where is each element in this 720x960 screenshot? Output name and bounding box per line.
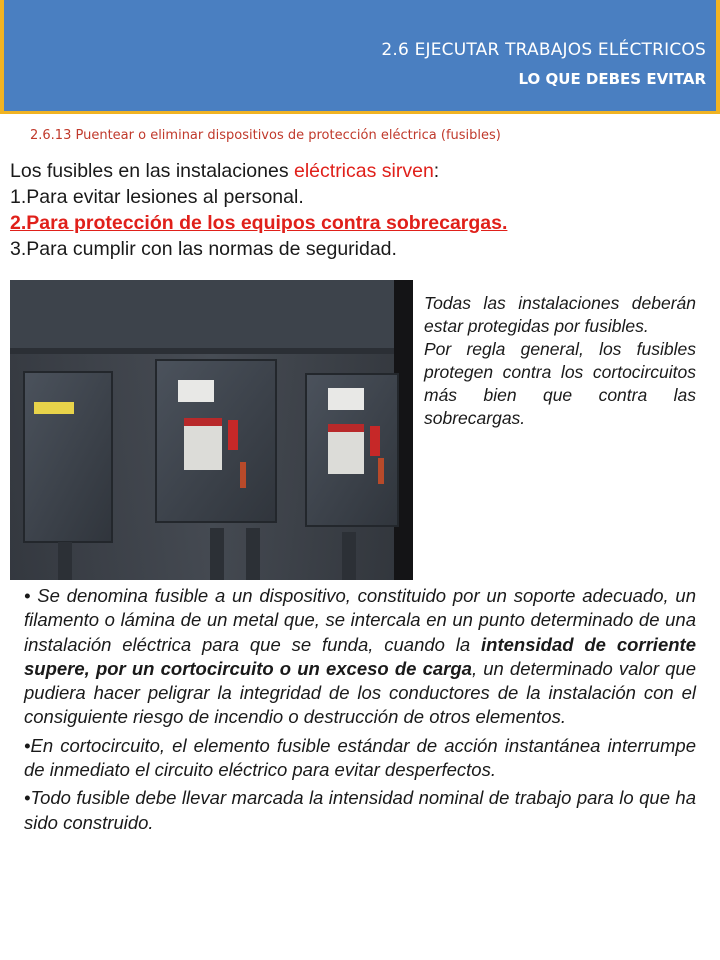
- side-note-paragraph-1: Todas las instalaciones deberán estar protegidas por fusibles.: [424, 293, 696, 336]
- title-banner: [0, 0, 720, 114]
- fuse-box-illustration: [10, 280, 413, 580]
- page-subtitle: LO QUE DEBES EVITAR: [518, 70, 706, 88]
- intro-item-3: 3.Para cumplir con las normas de seguridad.: [10, 238, 397, 260]
- bullet-1-emphasis: intensidad de corriente supere, por un cortocircuito o un exceso de carga: [24, 633, 696, 679]
- side-note-paragraph-2: Por regla general, los fusibles protegen contra los cortocircuitos más bien que contra las sobrecargas.: [424, 339, 696, 428]
- intro-highlight: eléctricas sirven: [294, 160, 434, 182]
- bullet-1-text-end: , un determinado valor que pudiera hacer peligrar la integridad de los conductores de la instalación con el consiguiente riesgo de incendio o destrucción de otros elementos.: [24, 657, 696, 728]
- intro-colon: :: [433, 160, 440, 182]
- intro-item-1: 1.Para evitar lesiones al personal.: [10, 186, 304, 208]
- intro-item-2: 2.Para protección de los equipos contra sobrecargas.: [10, 212, 508, 234]
- bullet-item-1: [24, 584, 696, 730]
- intro-text: Los fusibles en las instalaciones: [10, 160, 294, 182]
- bullet-1-text: • Se denomina fusible a un dispositivo, constituido por un soporte adecuado, un filamento o lámina de un metal que, se intercala en un punto determinado de una instalación eléctrica para que se funda, cuando la: [24, 585, 696, 655]
- side-note: [424, 292, 696, 430]
- bullet-list: [24, 584, 696, 839]
- bullet-item-2: •En cortocircuito, el elemento fusible estándar de acción instantánea interrumpe de inmediato el circuito eléctrico para evitar desperfectos.: [24, 734, 696, 781]
- intro-block: [10, 158, 507, 262]
- intro-line: [10, 158, 507, 184]
- banner-left-accent: [0, 0, 4, 114]
- bullet-item-3: •Todo fusible debe llevar marcada la intensidad nominal de trabajo para lo que ha sido construido.: [24, 787, 696, 833]
- banner-right-accent: [716, 0, 720, 114]
- page-title: 2.6 EJECUTAR TRABAJOS ELÉCTRICOS: [381, 40, 706, 60]
- fuse-box-photo: [10, 280, 413, 580]
- section-heading: 2.6.13 Puentear o eliminar dispositivos de protección eléctrica (fusibles): [30, 128, 501, 143]
